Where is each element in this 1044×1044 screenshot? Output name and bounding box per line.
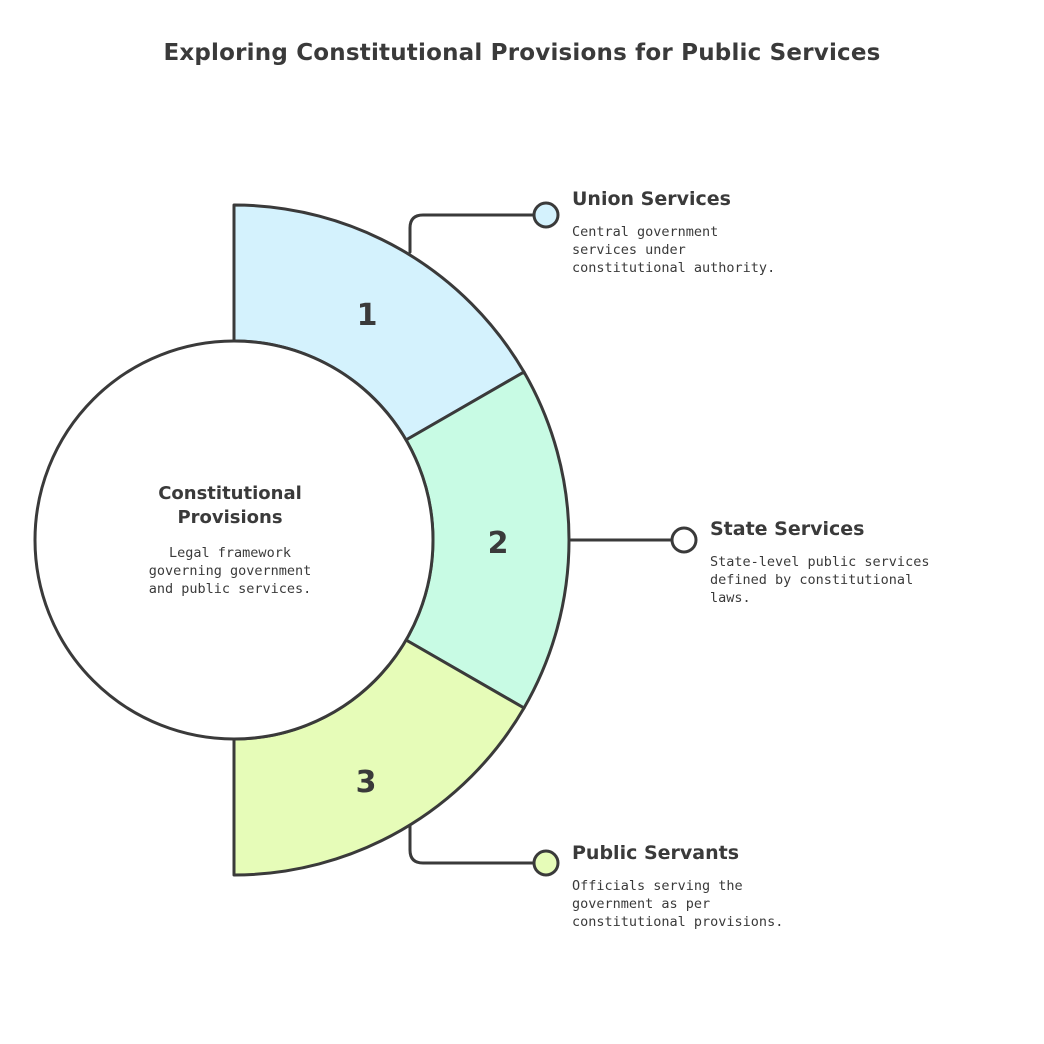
connector-1-line (410, 215, 533, 252)
connector-1-dot (534, 203, 558, 227)
segment-1-number: 1 (356, 298, 378, 333)
diagram-title: Exploring Constitutional Provisions for Public Services (163, 40, 881, 66)
segment-2-number: 2 (487, 526, 509, 561)
center-description: Legal framework governing government and public services. (148, 545, 312, 597)
segment-2-description: State-level public services defined by constitutional laws. (710, 554, 930, 606)
center-title: Constitutional Provisions (158, 483, 302, 528)
connector-2-dot (672, 528, 696, 552)
segment-1-title: Union Services (572, 188, 731, 210)
segment-3-number: 3 (355, 765, 377, 800)
center-node (120, 482, 340, 598)
connector-3-dot (534, 851, 558, 875)
segment-1-description: Central government services under constitutional authority. (572, 224, 776, 276)
connector-3-line (410, 826, 533, 863)
segment-3-label-group (572, 841, 783, 931)
segment-3-title: Public Servants (572, 842, 740, 864)
segment-2-title: State Services (710, 518, 865, 540)
segment-1-label-group (572, 187, 775, 277)
segment-2-label-group (710, 517, 929, 607)
segment-3-description: Officials serving the government as per constitutional provisions. (572, 878, 784, 930)
